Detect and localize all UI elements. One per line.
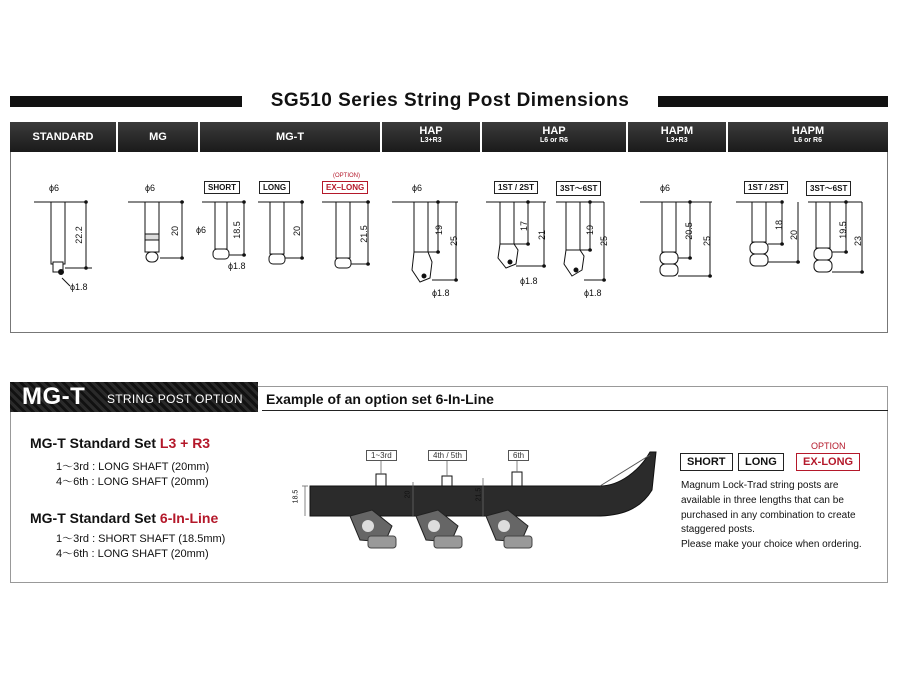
hap-l6-len-b: 21	[537, 229, 548, 241]
post-dim-exlong: 21.5	[475, 487, 483, 502]
hapm-l6-len-c: 19.5	[837, 221, 848, 239]
hapm-l3-len-b: 25	[702, 235, 713, 247]
desc-line-1: Magnum Lock-Trad string posts are	[681, 480, 839, 491]
set1-line1: 1～3rd : LONG SHAFT (20mm)	[56, 461, 210, 473]
hapm-l3-len-a: 20.5	[683, 222, 694, 240]
option-label: OPTION	[811, 441, 846, 451]
mgt-exlong-tag: EX–LONG	[322, 181, 368, 194]
page-title: SG510 Series String Post Dimensions	[270, 90, 630, 111]
mgt-short-length: 18.5	[231, 221, 242, 239]
hap-l6-hole-1: ϕ1.8	[520, 276, 538, 286]
header-hapm-l6r6: HAPM L6 or R6	[728, 122, 888, 152]
hapm-l6-tag-3st6st: 3ST～6ST	[806, 181, 851, 196]
header-mgt: MG-T	[200, 122, 382, 152]
post-label-6: 6th	[508, 450, 529, 461]
hap-l6-hole-2: ϕ1.8	[584, 288, 602, 298]
hap-l6-len-a: 17	[519, 220, 530, 232]
mgt-banner-title: MG-T	[22, 383, 86, 410]
choice-exlong: EX-LONG	[796, 453, 860, 471]
choice-long: LONG	[738, 453, 784, 471]
header-hap-l3r3: HAP L3+R3	[382, 122, 482, 152]
mgt-exlong-length: 21.5	[358, 225, 369, 243]
header-standard: STANDARD	[10, 122, 118, 152]
standard-length: 22.2	[73, 226, 84, 244]
hapm-l6-len-a: 18	[774, 219, 785, 231]
mgt-banner-subtitle: STRING POST OPTION	[107, 392, 243, 406]
standard-diameter: ϕ6	[49, 183, 60, 193]
header-hap-l6r6: HAP L6 or R6	[482, 122, 628, 152]
hapm-l6-len-b: 20	[789, 229, 800, 241]
mgt-short-hole: ϕ1.8	[228, 261, 246, 271]
hap-l3-len-b: 25	[449, 235, 460, 247]
mgt-option-label: (OPTION)	[333, 173, 360, 179]
hap-l3-len-a: 19	[434, 224, 445, 236]
mgt-short-tag: SHORT	[204, 181, 240, 194]
hapm-l3-diameter: ϕ6	[660, 183, 671, 193]
post-label-4-5: 4th / 5th	[428, 450, 467, 461]
choice-short: SHORT	[680, 453, 733, 471]
hap-l3-hole: ϕ1.8	[432, 288, 450, 298]
hapm-l6-len-d: 23	[853, 235, 864, 247]
hap-l6-len-d: 25	[599, 235, 610, 247]
post-dim-long: 20	[404, 490, 412, 499]
desc-line-5: Please make your choice when ordering.	[681, 539, 862, 550]
example-heading: Example of an option set 6-In-Line	[266, 391, 494, 407]
set2-name: MG-T Standard Set 6-In-Line	[30, 510, 219, 526]
hap-l3-diameter: ϕ6	[412, 183, 423, 193]
desc-line-4: staggered posts.	[681, 524, 755, 535]
header-hapm-l3r3: HAPM L3+R3	[628, 122, 728, 152]
desc-line-3: purchased in any combination to create	[681, 510, 856, 521]
hap-l6-len-c: 19	[585, 224, 596, 236]
mgt-short-diameter: ϕ6	[196, 225, 207, 235]
header-mg: MG	[118, 122, 200, 152]
desc-line-2: available in three lengths that can be	[681, 495, 844, 506]
set2-line2: 4～6th : LONG SHAFT (20mm)	[56, 548, 209, 560]
hapm-l6-tag-1st2st: 1ST / 2ST	[744, 181, 788, 194]
mg-diameter: ϕ6	[145, 183, 156, 193]
set2-line1: 1～3rd : SHORT SHAFT (18.5mm)	[56, 533, 226, 545]
mgt-long-tag: LONG	[259, 181, 290, 194]
post-label-1-3: 1~3rd	[366, 450, 397, 461]
set1-line2: 4～6th : LONG SHAFT (20mm)	[56, 476, 209, 488]
post-dim-short: 18.5	[292, 489, 300, 504]
mg-length: 20	[170, 225, 181, 237]
hap-l6-tag-3st6st: 3ST～6ST	[556, 181, 601, 196]
hap-l6-tag-1st2st: 1ST / 2ST	[494, 181, 538, 194]
standard-hole-diameter: ϕ1.8	[70, 282, 88, 292]
set1-name: MG-T Standard Set L3 + R3	[30, 435, 211, 451]
mgt-long-length: 20	[292, 225, 303, 237]
